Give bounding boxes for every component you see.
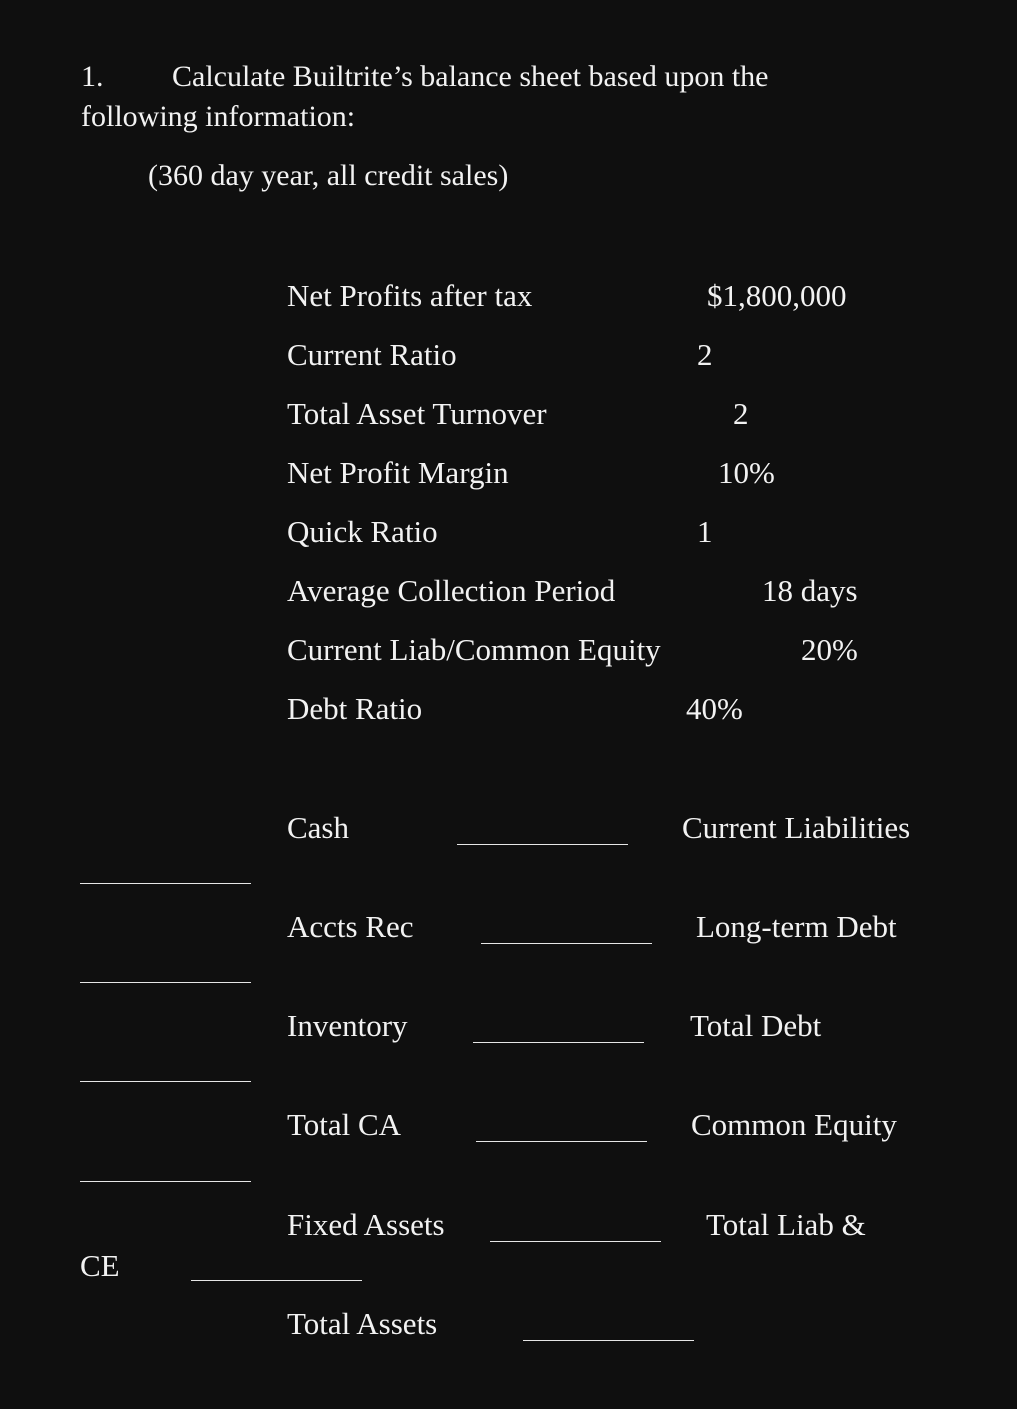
given-value-net-profit-margin: 10% <box>718 455 775 490</box>
asset-label-fixed-assets: Fixed Assets <box>287 1207 445 1242</box>
asset-label-cash: Cash <box>287 810 349 845</box>
liability-label-ce: CE <box>80 1248 120 1283</box>
answer-blank-cash[interactable] <box>457 844 628 845</box>
asset-label-accts-rec: Accts Rec <box>287 909 414 944</box>
answer-blank-total-assets[interactable] <box>523 1340 694 1341</box>
given-value-total-asset-turnover: 2 <box>733 396 749 431</box>
given-value-average-collection-period: 18 days <box>762 573 858 608</box>
asset-label-inventory: Inventory <box>287 1008 408 1043</box>
asset-label-total-assets: Total Assets <box>287 1306 438 1341</box>
given-label-quick-ratio: Quick Ratio <box>287 514 438 549</box>
given-value-current-liab-common-equity: 20% <box>801 632 858 667</box>
liability-label-total-debt: Total Debt <box>690 1008 822 1043</box>
answer-blank-total-liab-ce[interactable] <box>191 1280 362 1281</box>
given-label-current-ratio: Current Ratio <box>287 337 457 372</box>
given-label-total-asset-turnover: Total Asset Turnover <box>287 396 547 431</box>
given-label-current-liab-common-equity: Current Liab/Common Equity <box>287 632 661 667</box>
given-label-debt-ratio: Debt Ratio <box>287 691 423 726</box>
answer-blank-fixed-assets[interactable] <box>490 1241 661 1242</box>
given-label-average-collection-period: Average Collection Period <box>287 573 616 608</box>
given-value-net-profits: $1,800,000 <box>707 278 847 313</box>
answer-blank-accts-rec[interactable] <box>481 943 652 944</box>
liability-label-current-liabilities: Current Liabilities <box>682 810 911 845</box>
asset-label-total-ca: Total CA <box>287 1107 402 1142</box>
question-text-line-1: Calculate Builtrite’s balance sheet based upon the <box>172 60 769 93</box>
answer-blank-total-debt[interactable] <box>80 1081 251 1082</box>
liability-label-common-equity: Common Equity <box>691 1107 897 1142</box>
given-label-net-profit-margin: Net Profit Margin <box>287 455 509 490</box>
answer-blank-total-ca[interactable] <box>476 1141 647 1142</box>
question-number: 1. <box>81 60 104 93</box>
given-value-current-ratio: 2 <box>697 337 713 372</box>
liability-label-total-liab: Total Liab & <box>706 1207 866 1242</box>
liability-label-long-term-debt: Long-term Debt <box>696 909 897 944</box>
answer-blank-current-liabilities[interactable] <box>80 883 251 884</box>
given-label-net-profits: Net Profits after tax <box>287 278 533 313</box>
question-note: (360 day year, all credit sales) <box>148 159 509 192</box>
answer-blank-long-term-debt[interactable] <box>80 982 251 983</box>
answer-blank-inventory[interactable] <box>473 1042 644 1043</box>
given-value-debt-ratio: 40% <box>686 691 743 726</box>
answer-blank-common-equity[interactable] <box>80 1181 251 1182</box>
given-value-quick-ratio: 1 <box>697 514 713 549</box>
question-text-line-2: following information: <box>81 100 356 133</box>
